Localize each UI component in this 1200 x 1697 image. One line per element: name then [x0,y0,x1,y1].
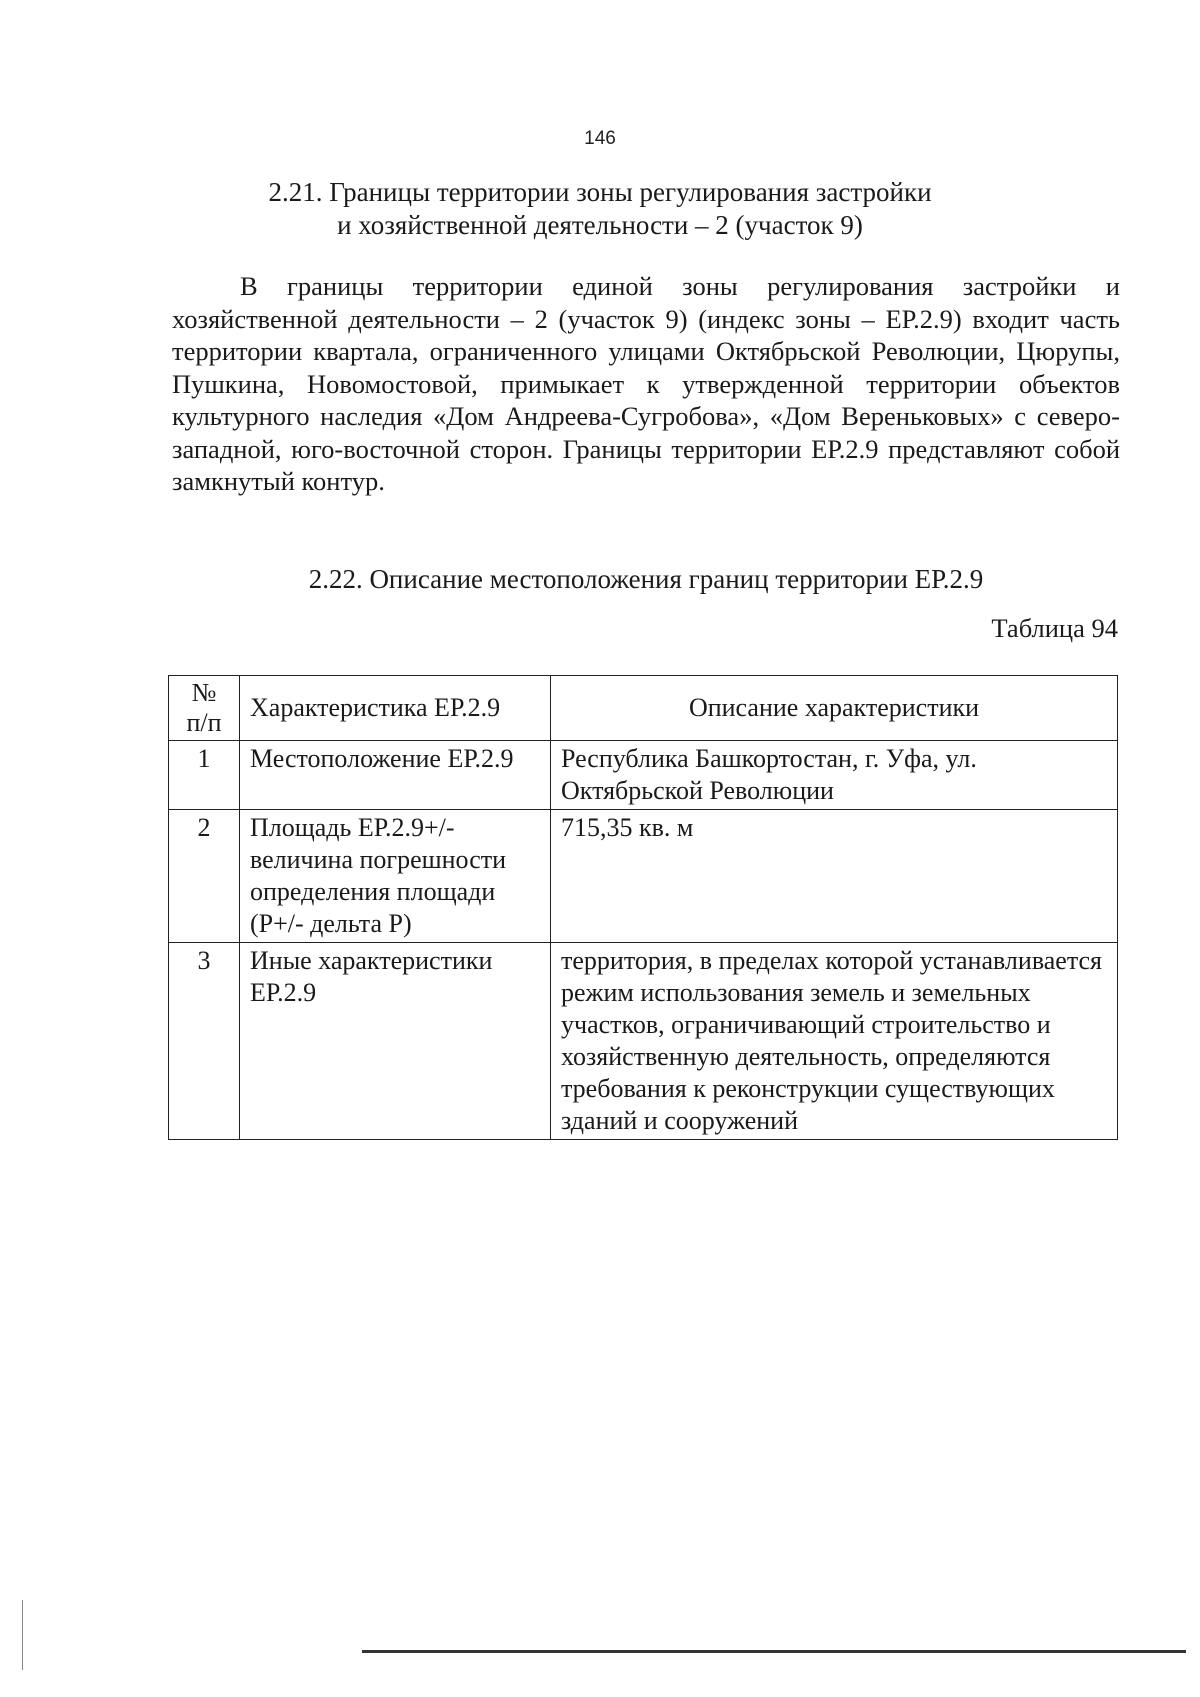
characteristics-table [168,675,1118,1140]
row-characteristic: Иные характеристики ЕР.2.9 [240,943,551,1140]
header-description: Описание характеристики [551,676,1118,741]
header-number [169,676,240,741]
row-description: Республика Башкортостан, г. Уфа, ул. Октябрьской Революции [551,741,1118,810]
row-description: 715,35 кв. м [551,810,1118,943]
row-characteristic: Местоположение ЕР.2.9 [240,741,551,810]
header-number-line-2: п/п [186,708,222,737]
table-caption: Таблица 94 [991,613,1118,643]
table-header-row [169,676,1118,741]
row-description: территория, в пределах которой устанавливается режим использования земель и земельных участков, ограничивающий строительство и хозяйственную деятельность, определяются требования к реконструкции существующих зданий и сооружений [551,943,1118,1140]
table-row [169,741,1118,810]
subsection-title: 2.22. Описание местоположения границ территории ЕР.2.9 [308,564,984,594]
table-row [169,810,1118,943]
scan-edge-mark [22,1600,23,1670]
table-row [169,943,1118,1140]
row-number: 2 [169,810,240,943]
row-number: 3 [169,943,240,1140]
row-number: 1 [169,741,240,810]
header-number-line-1: № [191,678,217,707]
scan-bottom-line [362,1650,1186,1653]
header-characteristic: Характеристика ЕР.2.9 [240,676,551,741]
section-title-line-1: 2.21. Границы территории зоны регулирования застройки [268,177,932,207]
page-number: 146 [584,128,616,149]
section-title [0,176,1200,242]
row-characteristic: Площадь ЕР.2.9+/- величина погрешности определения площади (Р+/- дельта Р) [240,810,551,943]
section-title-line-2: и хозяйственной деятельности – 2 (участок 9) [337,210,863,240]
body-paragraph: В границы территории единой зоны регулирования застройки и хозяйственной деятельности – 2 (участок 9) (индекс зоны – ЕР.2.9) входит часть территории квартала, ограниченного улицами Октябрьской Революции, Цюрупы, Пушкина, Новомостовой, примыкает к утвержденной территории объектов культурного наследия «Дом Андреева-Сугробова», «Дом Вереньковых» с северо-западной, юго-восточной сторон. Границы территории ЕР.2.9 представляют собой замкнутый контур. [172,271,1120,496]
